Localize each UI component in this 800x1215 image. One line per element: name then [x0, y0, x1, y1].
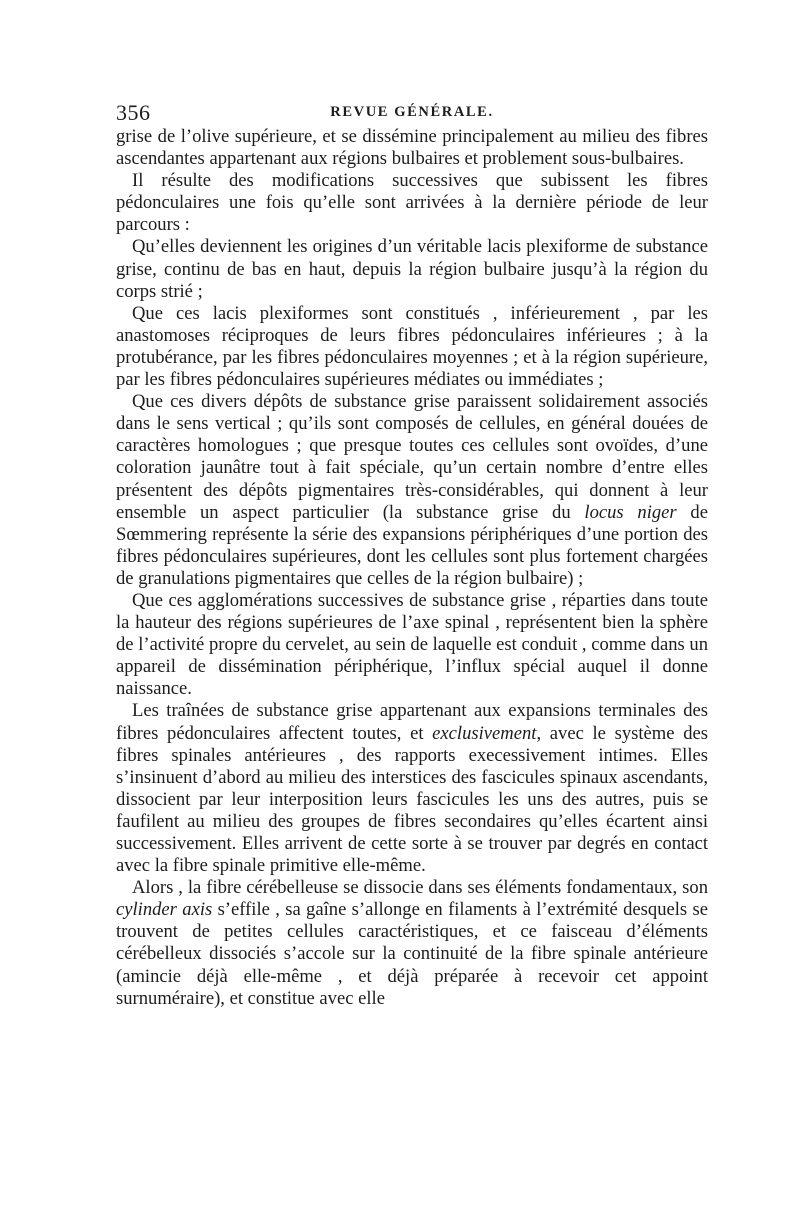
text-run: Que ces divers dépôts de substance grise paraissent solidairement associés dans le sens vertical ; qu’ils sont composés de cellules, en général douées de caractères homologues ; que presque toutes ces cellules sont ovoïdes, d’une coloration jaunâtre tout à fait spéciale, qu’un certain nombre d’entre elles présentent des dépôts pigmentaires très-considérables, qui donnent à leur ensemble un aspect particulier (la substance grise du [116, 391, 708, 523]
paragraph [116, 877, 708, 1010]
paragraph [116, 590, 708, 700]
text-run: Que ces lacis plexiformes sont constitués , inférieurement , par les anastomoses réciproques de leurs fibres pédonculaires inférieures ; à la protubérance, par les fibres pédonculaires moyennes ; et à la région supérieure, par les fibres pédonculaires supérieures médiates ou immédiates ; [116, 302, 708, 391]
italic-term: exclusivement [432, 722, 537, 744]
text-run: Les traînées de substance grise appartenant aux expansions terminales des fibres pédonculaires affectent toutes, et [116, 700, 708, 744]
text-run: s’effile , sa gaîne s’allonge en filaments à l’extrémité desquels se trouvent de petites cellules caractéristiques, et ce faisceau d’éléments cérébelleux dissociés s’accole sur la continuité de la fibre spinale antérieure (amincie déjà elle-même , et déjà préparée à recevoir cet appoint surnuméraire), et constitue avec elle [116, 899, 708, 1009]
paragraph [116, 700, 708, 877]
paragraph [116, 391, 708, 590]
text-run: Il résulte des modifications successives que subissent les fibres pédonculaires une fois qu’elle sont arrivées à la dernière période de leur parcours : [116, 170, 708, 236]
paragraph [116, 170, 708, 236]
running-head [116, 92, 708, 126]
italic-term: locus niger [584, 501, 677, 523]
text-run: , avec le système des fibres spinales antérieures , des rapports execessivement intimes. Elles s’insinuent d’abord au milieu des interstices des fascicules spinaux ascendants, dissocient par leur interposition leurs fascicules les uns des autres, puis se faufilent au milieu des groupes de fibres secondaires qu’elles écartent ainsi successivement. Elles arrivent de cette sorte à se trouver par degrés en contact avec la fibre spinale primitive elle-même. [116, 722, 708, 877]
body-text [116, 126, 708, 1010]
text-run: Alors , la fibre cérébelleuse se dissocie dans ses éléments fondamentaux, son [132, 877, 708, 899]
paragraph [116, 303, 708, 391]
text-run: Que ces agglomérations successives de substance grise , réparties dans toute la hauteur des régions supérieures de l’axe spinal , représentent bien la sphère de l’activité propre du cervelet, au sein de laquelle est conduit , comme dans un appareil de dissémination périphérique, l’influx spécial auquel il donne naissance. [116, 589, 708, 700]
paragraph [116, 236, 708, 302]
text-run: Qu’elles deviennent les origines d’un véritable lacis plexiforme de substance grise, continu de bas en haut, depuis la région bulbaire jusqu’à la région du corps strié ; [116, 236, 708, 302]
page-number: 356 [116, 100, 151, 125]
running-title: REVUE GÉNÉRALE. [330, 104, 494, 120]
text-run: grise de l’olive supérieure, et se dissémine principalement au milieu des fibres ascendantes appartenant aux régions bulbaires et problement sous-bulbaires. [116, 126, 708, 170]
paragraph [116, 126, 708, 170]
italic-term: cylinder axis [116, 899, 213, 921]
text-run: de Sœmmering représente la série des expansions périphériques d’une portion des fibres pédonculaires supérieures, dont les cellules sont plus fortement chargées de granulations pigmentaires que celles de la région bulbaire) ; [116, 501, 708, 589]
